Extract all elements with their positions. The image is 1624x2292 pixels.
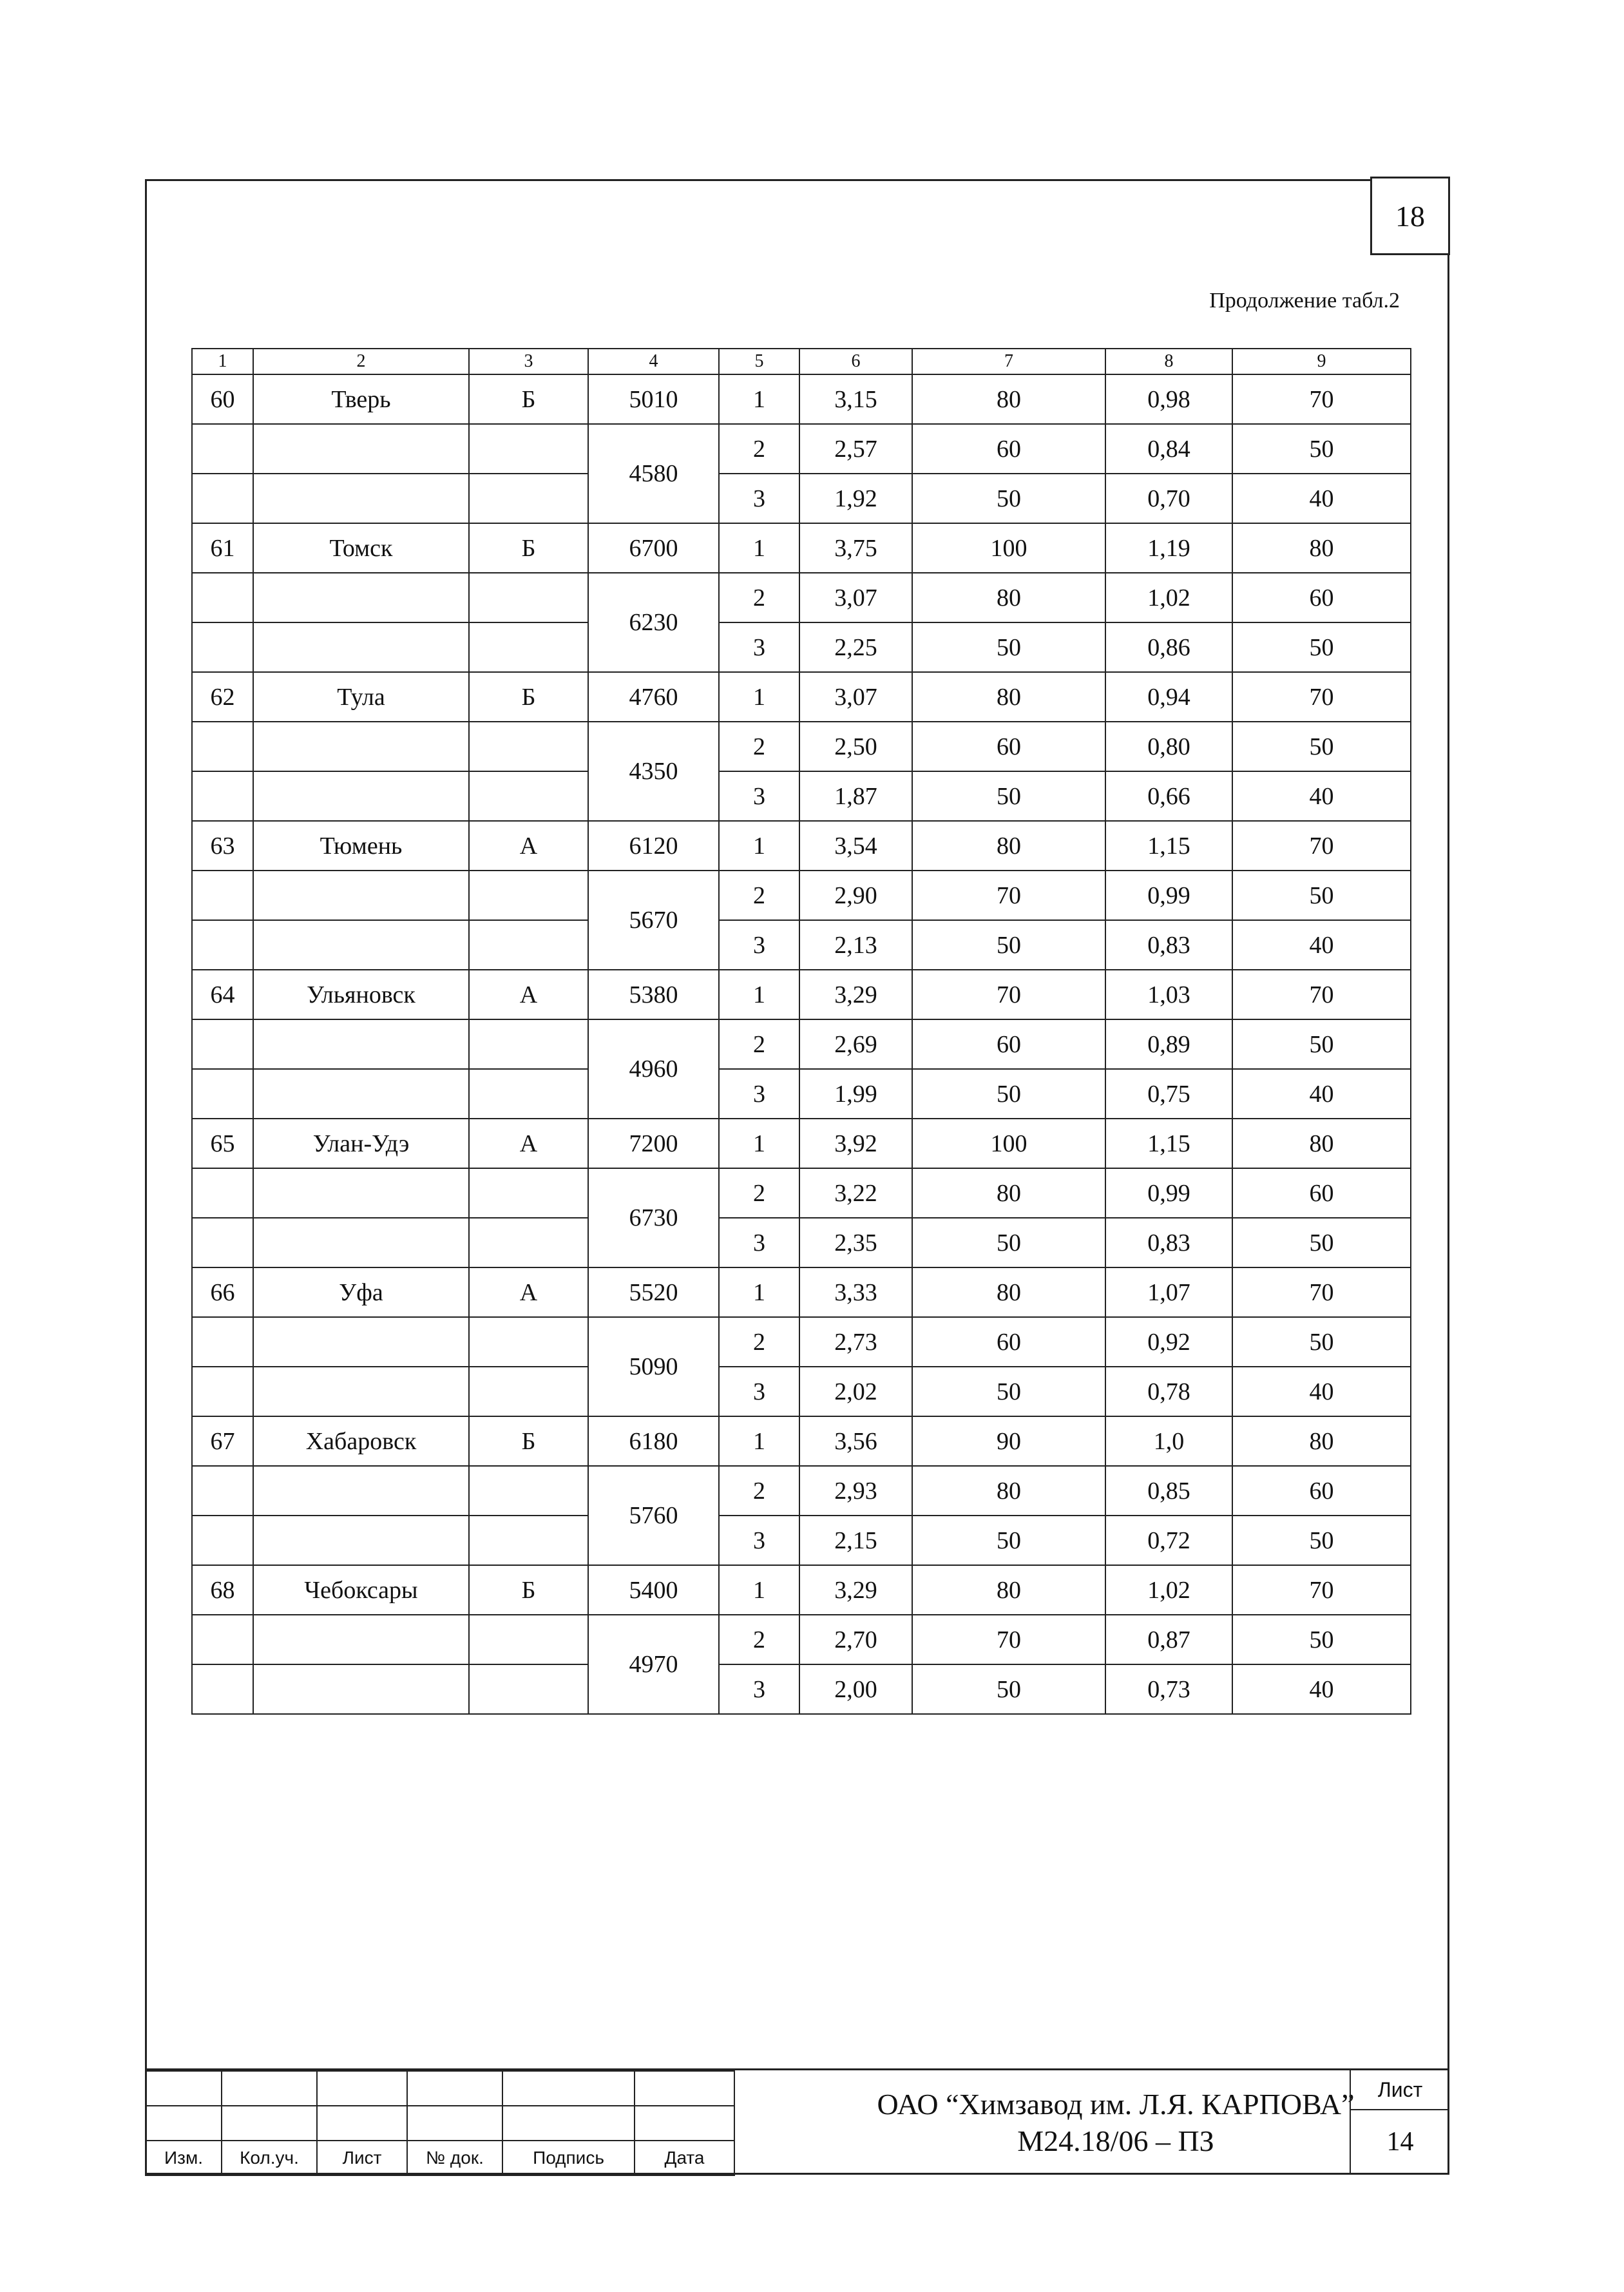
value-col4: 4350 (588, 722, 719, 821)
value-col5: 3 (719, 1516, 799, 1565)
table-row (192, 374, 1411, 424)
empty-cell (469, 1168, 588, 1218)
sheet-box (1350, 2070, 1449, 2175)
value-col8: 0,83 (1105, 920, 1232, 970)
table-row (192, 920, 1411, 970)
value-col5: 2 (719, 424, 799, 474)
value-col6: 3,22 (799, 1168, 912, 1218)
empty-cell (192, 1317, 253, 1367)
value-col5: 1 (719, 672, 799, 722)
value-col6: 3,75 (799, 523, 912, 573)
column-header: 8 (1105, 349, 1232, 374)
empty-cell (469, 1367, 588, 1416)
value-col9: 50 (1232, 1317, 1411, 1367)
empty-cell (192, 771, 253, 821)
value-col6: 2,13 (799, 920, 912, 970)
empty-cell (253, 722, 469, 771)
empty-cell (253, 474, 469, 523)
row-number: 61 (192, 523, 253, 573)
value-col4: 4580 (588, 424, 719, 523)
empty-cell (469, 771, 588, 821)
table-row (192, 821, 1411, 871)
table-row (192, 523, 1411, 573)
empty-cell (469, 1069, 588, 1119)
value-col5: 1 (719, 821, 799, 871)
column-header: 2 (253, 349, 469, 374)
value-col9: 70 (1232, 821, 1411, 871)
value-col5: 2 (719, 1168, 799, 1218)
value-col8: 1,19 (1105, 523, 1232, 573)
table-row (192, 970, 1411, 1019)
empty-cell (192, 1664, 253, 1714)
value-col8: 0,99 (1105, 1168, 1232, 1218)
category: Б (469, 1565, 588, 1615)
value-col4: 4970 (588, 1615, 719, 1714)
value-col7: 50 (912, 622, 1105, 672)
table-row (192, 672, 1411, 722)
value-col8: 1,02 (1105, 1565, 1232, 1615)
value-col5: 2 (719, 722, 799, 771)
table-row (192, 1218, 1411, 1267)
value-col6: 1,92 (799, 474, 912, 523)
table-row (192, 1119, 1411, 1168)
value-col8: 0,78 (1105, 1367, 1232, 1416)
column-header: 6 (799, 349, 912, 374)
value-col9: 70 (1232, 1267, 1411, 1317)
value-col7: 100 (912, 523, 1105, 573)
value-col6: 3,29 (799, 970, 912, 1019)
empty-cell (469, 1317, 588, 1367)
sheet-label: Лист (1351, 2070, 1449, 2110)
value-col6: 1,87 (799, 771, 912, 821)
value-col8: 0,99 (1105, 871, 1232, 920)
value-col4: 5010 (588, 374, 719, 424)
empty-cell (192, 1168, 253, 1218)
city-name: Тверь (253, 374, 469, 424)
empty-cell (469, 920, 588, 970)
value-col9: 70 (1232, 970, 1411, 1019)
column-header: 5 (719, 349, 799, 374)
empty-cell (253, 871, 469, 920)
city-name: Томск (253, 523, 469, 573)
value-col5: 2 (719, 871, 799, 920)
value-col5: 3 (719, 474, 799, 523)
value-col8: 0,85 (1105, 1466, 1232, 1516)
value-col6: 2,50 (799, 722, 912, 771)
value-col8: 0,83 (1105, 1218, 1232, 1267)
empty-cell (469, 722, 588, 771)
value-col5: 2 (719, 1615, 799, 1664)
value-col4: 6700 (588, 523, 719, 573)
value-col9: 70 (1232, 1565, 1411, 1615)
empty-cell (469, 871, 588, 920)
value-col9: 50 (1232, 424, 1411, 474)
table-row (192, 573, 1411, 622)
value-col6: 2,93 (799, 1466, 912, 1516)
table-caption: Продолжение табл.2 (1209, 289, 1400, 313)
value-col8: 0,86 (1105, 622, 1232, 672)
value-col5: 2 (719, 1466, 799, 1516)
value-col6: 3,56 (799, 1416, 912, 1466)
row-number: 63 (192, 821, 253, 871)
value-col5: 3 (719, 1664, 799, 1714)
city-name: Тула (253, 672, 469, 722)
value-col7: 80 (912, 374, 1105, 424)
col-izm: Изм. (146, 2141, 222, 2175)
value-col4: 4760 (588, 672, 719, 722)
value-col8: 1,15 (1105, 821, 1232, 871)
value-col6: 2,02 (799, 1367, 912, 1416)
table-row (192, 1019, 1411, 1069)
table-row (192, 871, 1411, 920)
value-col9: 60 (1232, 1466, 1411, 1516)
empty-cell (192, 871, 253, 920)
value-col7: 80 (912, 1565, 1105, 1615)
value-col7: 60 (912, 1019, 1105, 1069)
value-col6: 2,57 (799, 424, 912, 474)
value-col4: 6730 (588, 1168, 719, 1267)
value-col7: 80 (912, 1168, 1105, 1218)
empty-cell (192, 1516, 253, 1565)
row-number: 65 (192, 1119, 253, 1168)
value-col4: 4960 (588, 1019, 719, 1119)
value-col6: 2,15 (799, 1516, 912, 1565)
value-col9: 40 (1232, 1664, 1411, 1714)
value-col7: 80 (912, 821, 1105, 871)
value-col9: 60 (1232, 573, 1411, 622)
value-col8: 0,89 (1105, 1019, 1232, 1069)
data-table (191, 348, 1411, 1715)
page-number: 18 (1370, 177, 1450, 255)
value-col5: 3 (719, 920, 799, 970)
value-col4: 5520 (588, 1267, 719, 1317)
value-col5: 3 (719, 771, 799, 821)
value-col7: 60 (912, 722, 1105, 771)
row-number: 66 (192, 1267, 253, 1317)
value-col6: 3,33 (799, 1267, 912, 1317)
table-row (192, 424, 1411, 474)
value-col8: 0,73 (1105, 1664, 1232, 1714)
table-row (192, 474, 1411, 523)
title-block (145, 2068, 1449, 2175)
column-header: 4 (588, 349, 719, 374)
value-col6: 3,29 (799, 1565, 912, 1615)
value-col9: 70 (1232, 374, 1411, 424)
row-number: 68 (192, 1565, 253, 1615)
value-col8: 0,66 (1105, 771, 1232, 821)
value-col8: 0,98 (1105, 374, 1232, 424)
value-col5: 3 (719, 1218, 799, 1267)
value-col9: 50 (1232, 1516, 1411, 1565)
value-col6: 3,54 (799, 821, 912, 871)
category: А (469, 970, 588, 1019)
value-col6: 2,70 (799, 1615, 912, 1664)
empty-cell (469, 1218, 588, 1267)
empty-cell (253, 1615, 469, 1664)
value-col9: 50 (1232, 722, 1411, 771)
col-date: Дата (635, 2141, 734, 2175)
table-row (192, 1317, 1411, 1367)
city-name: Чебоксары (253, 1565, 469, 1615)
value-col7: 70 (912, 970, 1105, 1019)
value-col7: 50 (912, 474, 1105, 523)
empty-cell (469, 474, 588, 523)
empty-cell (253, 1218, 469, 1267)
sheet-number: 14 (1386, 2127, 1414, 2157)
column-header: 3 (469, 349, 588, 374)
table-row (192, 1367, 1411, 1416)
value-col9: 40 (1232, 920, 1411, 970)
col-kol-uch: Кол.уч. (222, 2141, 317, 2175)
revision-grid (145, 2070, 735, 2176)
table-row (192, 722, 1411, 771)
value-col8: 1,15 (1105, 1119, 1232, 1168)
value-col4: 6180 (588, 1416, 719, 1466)
value-col7: 90 (912, 1416, 1105, 1466)
empty-cell (192, 920, 253, 970)
value-col6: 3,07 (799, 573, 912, 622)
value-col7: 100 (912, 1119, 1105, 1168)
value-col4: 6120 (588, 821, 719, 871)
empty-cell (253, 1019, 469, 1069)
value-col9: 50 (1232, 1615, 1411, 1664)
value-col9: 50 (1232, 622, 1411, 672)
empty-cell (469, 424, 588, 474)
value-col6: 1,99 (799, 1069, 912, 1119)
empty-cell (192, 573, 253, 622)
empty-cell (192, 1615, 253, 1664)
empty-cell (253, 1466, 469, 1516)
value-col9: 80 (1232, 1119, 1411, 1168)
empty-cell (192, 1367, 253, 1416)
table-row (192, 1466, 1411, 1516)
value-col4: 5380 (588, 970, 719, 1019)
value-col7: 80 (912, 573, 1105, 622)
value-col8: 1,0 (1105, 1416, 1232, 1466)
col-list: Лист (317, 2141, 407, 2175)
value-col8: 0,75 (1105, 1069, 1232, 1119)
category: А (469, 821, 588, 871)
value-col4: 5400 (588, 1565, 719, 1615)
value-col6: 2,35 (799, 1218, 912, 1267)
value-col7: 80 (912, 1466, 1105, 1516)
column-header: 7 (912, 349, 1105, 374)
value-col9: 60 (1232, 1168, 1411, 1218)
empty-cell (192, 1218, 253, 1267)
table-row (192, 1168, 1411, 1218)
value-col5: 1 (719, 970, 799, 1019)
value-col6: 2,90 (799, 871, 912, 920)
value-col8: 0,92 (1105, 1317, 1232, 1367)
value-col7: 80 (912, 1267, 1105, 1317)
value-col7: 50 (912, 920, 1105, 970)
value-col4: 5760 (588, 1466, 719, 1565)
row-number: 64 (192, 970, 253, 1019)
empty-cell (469, 1019, 588, 1069)
row-number: 62 (192, 672, 253, 722)
table-row (192, 1069, 1411, 1119)
empty-cell (253, 1367, 469, 1416)
category: Б (469, 672, 588, 722)
value-col8: 0,72 (1105, 1516, 1232, 1565)
value-col7: 50 (912, 1367, 1105, 1416)
value-col9: 40 (1232, 1069, 1411, 1119)
empty-cell (469, 1516, 588, 1565)
value-col7: 60 (912, 424, 1105, 474)
value-col4: 7200 (588, 1119, 719, 1168)
row-number: 60 (192, 374, 253, 424)
value-col7: 60 (912, 1317, 1105, 1367)
value-col6: 2,69 (799, 1019, 912, 1069)
empty-cell (192, 424, 253, 474)
city-name: Тюмень (253, 821, 469, 871)
empty-cell (469, 1466, 588, 1516)
value-col9: 40 (1232, 771, 1411, 821)
value-col9: 40 (1232, 474, 1411, 523)
empty-cell (253, 920, 469, 970)
value-col9: 50 (1232, 1218, 1411, 1267)
value-col4: 5090 (588, 1317, 719, 1416)
value-col5: 3 (719, 1367, 799, 1416)
category: Б (469, 523, 588, 573)
empty-cell (192, 622, 253, 672)
empty-cell (192, 722, 253, 771)
city-name: Хабаровск (253, 1416, 469, 1466)
empty-cell (253, 573, 469, 622)
value-col5: 2 (719, 573, 799, 622)
value-col6: 2,73 (799, 1317, 912, 1367)
value-col8: 0,87 (1105, 1615, 1232, 1664)
value-col5: 3 (719, 1069, 799, 1119)
value-col8: 0,80 (1105, 722, 1232, 771)
value-col7: 70 (912, 871, 1105, 920)
value-col5: 1 (719, 1119, 799, 1168)
value-col7: 50 (912, 771, 1105, 821)
value-col7: 80 (912, 672, 1105, 722)
category: Б (469, 1416, 588, 1466)
category: А (469, 1119, 588, 1168)
empty-cell (192, 1069, 253, 1119)
value-col8: 0,70 (1105, 474, 1232, 523)
value-col5: 1 (719, 1267, 799, 1317)
value-col9: 80 (1232, 523, 1411, 573)
value-col4: 6230 (588, 573, 719, 672)
col-doc-no: № док. (407, 2141, 502, 2175)
empty-cell (192, 1019, 253, 1069)
category: А (469, 1267, 588, 1317)
value-col9: 40 (1232, 1367, 1411, 1416)
value-col7: 50 (912, 1664, 1105, 1714)
value-col4: 5670 (588, 871, 719, 970)
empty-cell (469, 1664, 588, 1714)
organization-name: ОАО “Химзавод им. Л.Я. КАРПОВА” (877, 2087, 1355, 2121)
empty-cell (253, 424, 469, 474)
value-col9: 50 (1232, 871, 1411, 920)
value-col5: 3 (719, 622, 799, 672)
empty-cell (253, 771, 469, 821)
table-header-row (192, 349, 1411, 374)
table-row (192, 1565, 1411, 1615)
value-col8: 0,94 (1105, 672, 1232, 722)
value-col6: 2,00 (799, 1664, 912, 1714)
value-col8: 1,07 (1105, 1267, 1232, 1317)
column-header: 9 (1232, 349, 1411, 374)
value-col7: 50 (912, 1069, 1105, 1119)
empty-cell (469, 1615, 588, 1664)
value-col9: 70 (1232, 672, 1411, 722)
table-row (192, 622, 1411, 672)
category: Б (469, 374, 588, 424)
empty-cell (469, 573, 588, 622)
city-name: Ульяновск (253, 970, 469, 1019)
value-col6: 3,92 (799, 1119, 912, 1168)
value-col5: 1 (719, 523, 799, 573)
value-col9: 80 (1232, 1416, 1411, 1466)
empty-cell (253, 1664, 469, 1714)
value-col5: 2 (719, 1317, 799, 1367)
table-row (192, 1516, 1411, 1565)
city-name: Уфа (253, 1267, 469, 1317)
table-row (192, 1615, 1411, 1664)
empty-cell (253, 1168, 469, 1218)
col-signature: Подпись (502, 2141, 635, 2175)
document-code: М24.18/06 – ПЗ (1017, 2124, 1214, 2157)
table-row (192, 1416, 1411, 1466)
value-col8: 1,02 (1105, 573, 1232, 622)
value-col8: 1,03 (1105, 970, 1232, 1019)
city-name: Улан-Удэ (253, 1119, 469, 1168)
value-col7: 70 (912, 1615, 1105, 1664)
table-row (192, 771, 1411, 821)
value-col5: 1 (719, 374, 799, 424)
column-header: 1 (192, 349, 253, 374)
empty-cell (469, 622, 588, 672)
empty-cell (253, 1516, 469, 1565)
row-number: 67 (192, 1416, 253, 1466)
empty-cell (192, 474, 253, 523)
empty-cell (253, 1317, 469, 1367)
value-col6: 3,07 (799, 672, 912, 722)
empty-cell (192, 1466, 253, 1516)
empty-cell (253, 1069, 469, 1119)
value-col5: 1 (719, 1416, 799, 1466)
empty-cell (253, 622, 469, 672)
value-col8: 0,84 (1105, 424, 1232, 474)
value-col9: 50 (1232, 1019, 1411, 1069)
value-col7: 50 (912, 1516, 1105, 1565)
value-col6: 2,25 (799, 622, 912, 672)
table-row (192, 1664, 1411, 1714)
value-col6: 3,15 (799, 374, 912, 424)
value-col5: 2 (719, 1019, 799, 1069)
value-col7: 50 (912, 1218, 1105, 1267)
table-row (192, 1267, 1411, 1317)
value-col5: 1 (719, 1565, 799, 1615)
